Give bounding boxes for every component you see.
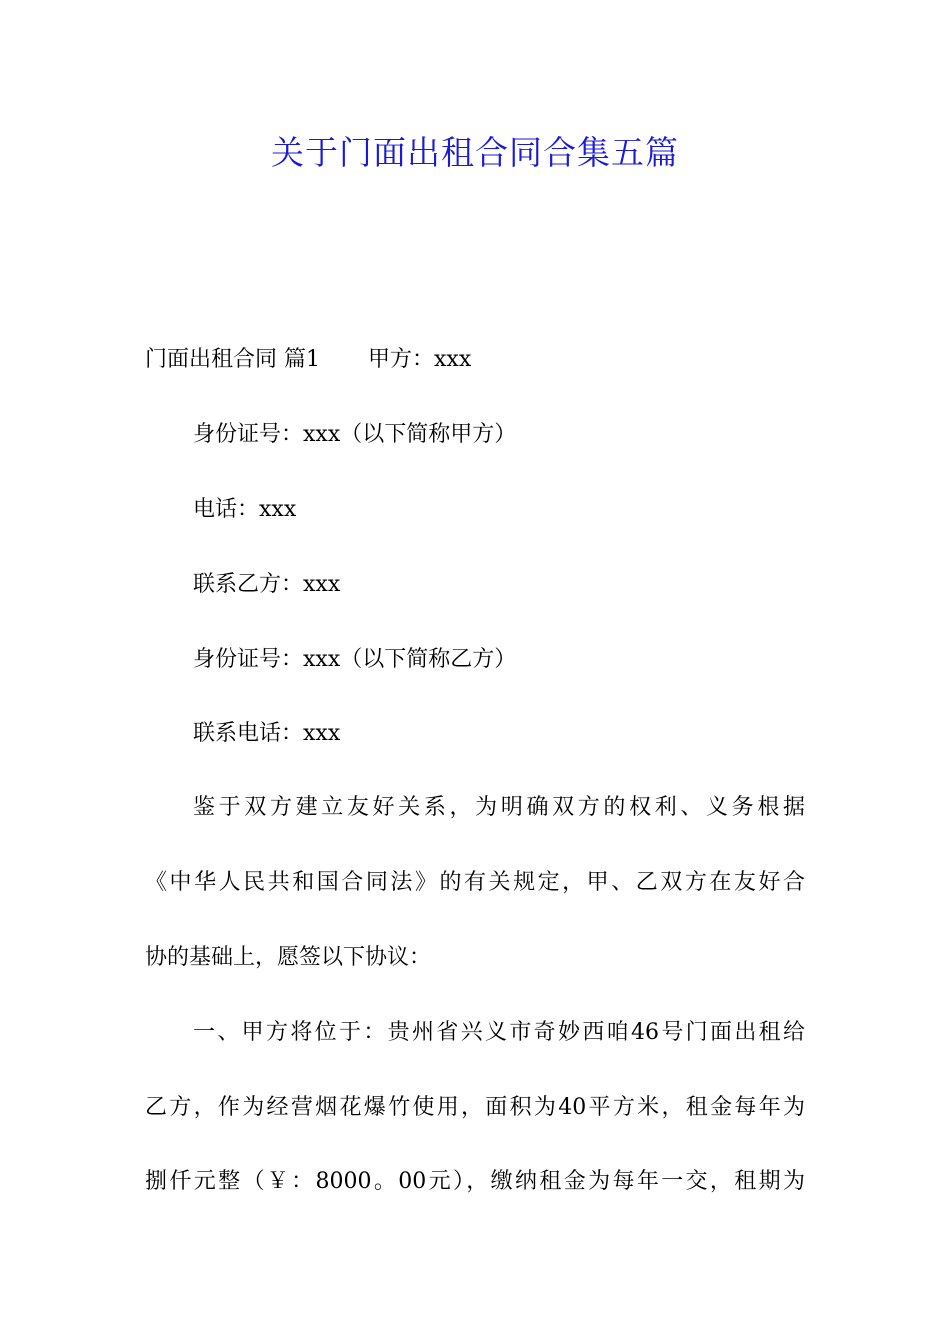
party-a-phone-line: 电话：xxx	[193, 497, 297, 522]
paragraph-2-line-1: 一、甲方将位于：贵州省兴义市奇妙西咱46号门面出租给	[193, 1020, 805, 1045]
section-heading: 门面出租合同 篇1	[145, 347, 320, 372]
paragraph-2-line-3: 捌仟元整（￥：8000。00元），缴纳租金为每年一交，租期为	[145, 1169, 805, 1194]
document-title: 关于门面出租合同合集五篇	[271, 133, 679, 172]
party-b-contact-line: 联系乙方：xxx	[193, 572, 341, 597]
party-b-id-line: 身份证号：xxx（以下简称乙方）	[193, 647, 517, 672]
paragraph-1-line-3: 协的基础上，愿签以下协议：	[145, 945, 432, 970]
party-a-id-line: 身份证号：xxx（以下简称甲方）	[193, 422, 517, 447]
party-a-label: 甲方：xxx	[368, 347, 472, 372]
party-b-phone-line: 联系电话：xxx	[193, 721, 341, 746]
paragraph-1-line-1: 鉴于双方建立友好关系，为明确双方的权利、义务根据	[193, 795, 805, 820]
paragraph-2-line-2: 乙方，作为经营烟花爆竹使用，面积为40平方米，租金每年为	[145, 1095, 805, 1120]
paragraph-1-line-2: 《中华人民共和国合同法》的有关规定，甲、乙双方在友好合	[145, 870, 805, 895]
section-header-line	[145, 342, 471, 378]
